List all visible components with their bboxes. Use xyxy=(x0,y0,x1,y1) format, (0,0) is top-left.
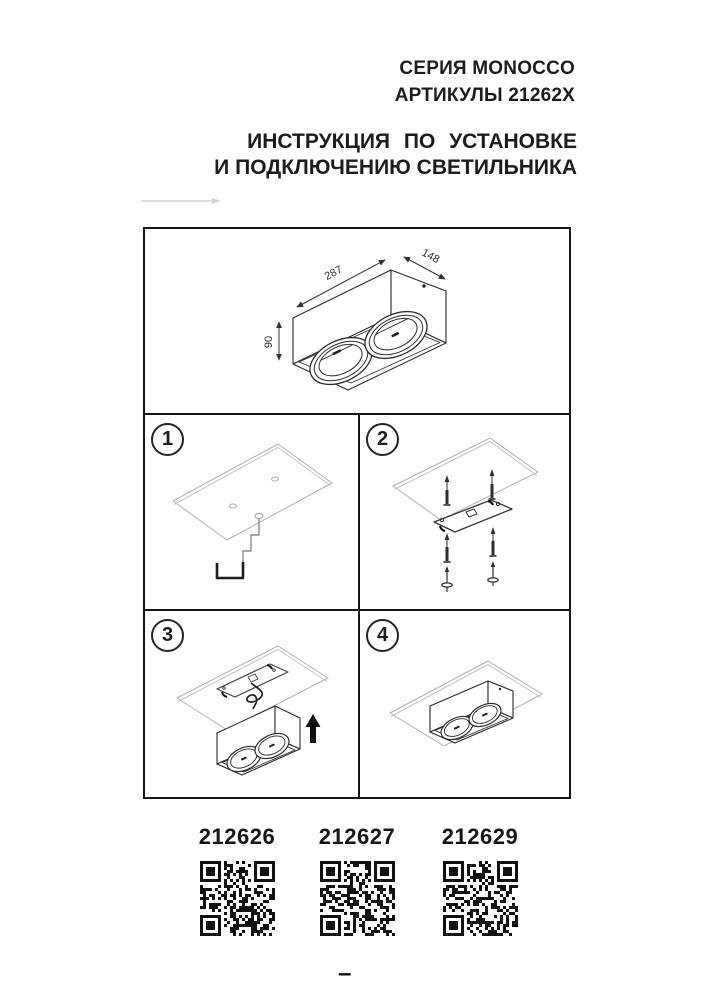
header-block xyxy=(395,55,575,109)
step-badge-4: 4 xyxy=(366,619,399,652)
qr-code-icon xyxy=(200,861,275,936)
qr-code-icon xyxy=(320,861,395,936)
figure-grid xyxy=(143,227,571,799)
article-code: 212627 xyxy=(318,824,396,849)
title-line-1: ИНСТРУКЦИЯ ПО УСТАНОВКЕ xyxy=(247,130,577,153)
article-block xyxy=(177,824,297,941)
page-marker: – xyxy=(338,960,352,987)
dimension-label-length: 287 xyxy=(322,263,345,283)
step-badge-3: 3 xyxy=(151,619,184,652)
main-diagram-panel xyxy=(145,229,569,413)
qr-code-icon xyxy=(443,861,518,936)
step-badge-1: 1 xyxy=(151,423,184,456)
article-block xyxy=(420,824,540,941)
article-block xyxy=(297,824,417,941)
mount-hole-dot xyxy=(422,284,425,287)
step-panel-2 xyxy=(360,415,569,609)
fixture-isometric-drawing xyxy=(145,229,569,413)
up-arrow-icon xyxy=(306,714,321,743)
mount-hole-dot xyxy=(499,688,501,690)
wall-anchors xyxy=(442,561,498,592)
dimension-label-height: 90 xyxy=(263,335,275,349)
step-panel-4 xyxy=(360,611,569,797)
article-code: 212629 xyxy=(441,824,519,849)
step-panel-1 xyxy=(145,415,358,609)
articles-label: АРТИКУЛЫ 21262X xyxy=(394,85,575,106)
article-code: 212626 xyxy=(198,824,276,849)
step-panel-3 xyxy=(145,611,358,797)
screws-lower xyxy=(444,527,497,562)
title-line-2: И ПОДКЛЮЧЕНИЮ СВЕТИЛЬНИКА xyxy=(214,156,577,179)
step-badge-2: 2 xyxy=(366,423,399,456)
page-title xyxy=(214,129,577,181)
faint-arrow-artifact xyxy=(140,196,224,206)
dimension-label-width: 148 xyxy=(419,246,442,266)
ceiling-slab xyxy=(393,438,538,520)
series-label: СЕРИЯ MONOCCO xyxy=(399,58,575,79)
ceiling-slab xyxy=(173,444,332,540)
